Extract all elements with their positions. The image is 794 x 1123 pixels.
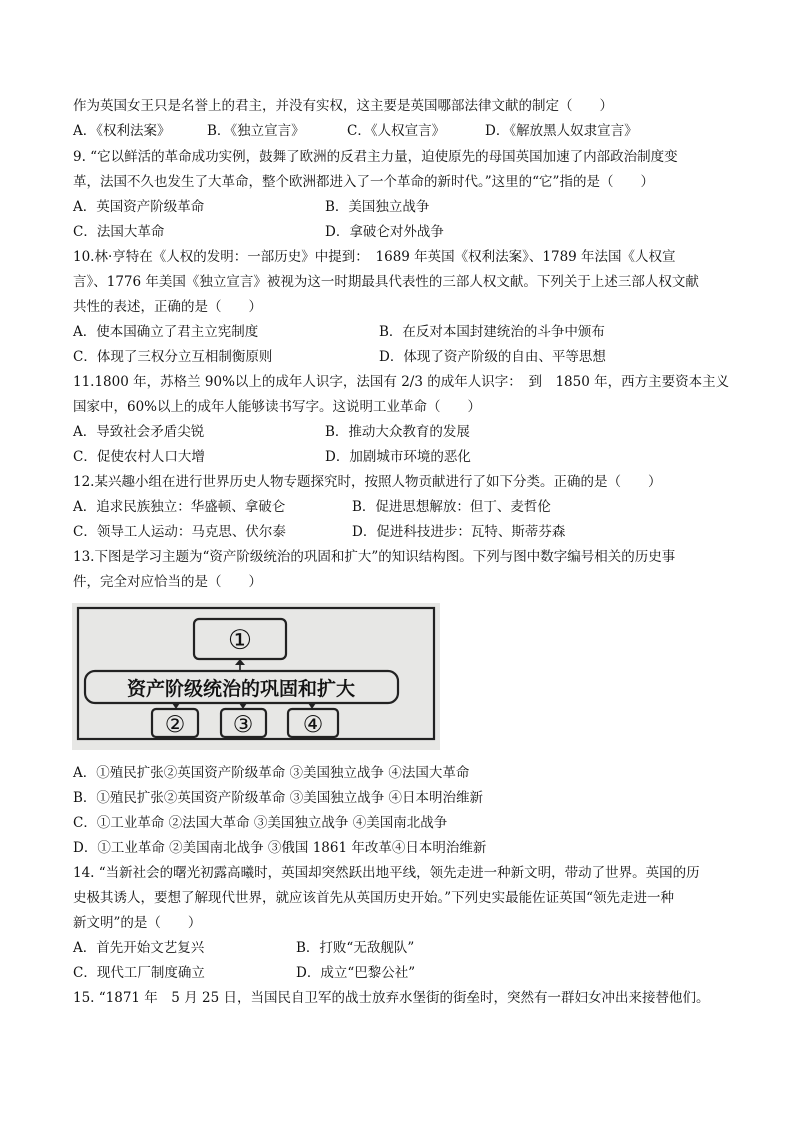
diagram-top-label: ①: [227, 625, 253, 656]
q12-option-d: D．促进科技进步：瓦特、斯蒂芬森: [352, 524, 566, 540]
q14-stem-line1: 14. “当新社会的曙光初露高曦时，英国却突然跃出地平线，领先走进一种新文明，带动了世界。英国的历: [73, 865, 700, 881]
q14-option-b: B．打败“无敌舰队”: [296, 940, 415, 956]
q9-option-a: A．英国资产阶级革命: [73, 199, 205, 215]
diagram-bottom-label-4: ④: [302, 712, 324, 738]
q14-stem-line2: 史极其诱人，要想了解现代世界，就应该首先从英国历史开始。”下列史实最能佐证英国“领先走进一种: [73, 890, 675, 906]
diagram-bottom-label-3: ③: [232, 712, 254, 738]
q13-stem-line2: 件，完全对应恰当的是（ ）: [73, 574, 262, 590]
q9-stem-line1: 9. “它以鲜活的革命成功实例，鼓舞了欧洲的反君主力量，迫使原先的母国英国加速了内部政治制度变: [73, 149, 678, 165]
q9-option-d: D．拿破仑对外战争: [325, 224, 444, 240]
q12-stem-line1: 12.某兴趣小组在进行世界历史人物专题探究时，按照人物贡献进行了如下分类。正确的是（ ）: [73, 474, 662, 490]
q11-option-b: B．推动大众教育的发展: [325, 424, 470, 440]
q14-option-c: C．现代工厂制度确立: [73, 965, 205, 981]
q8-option-b: B．《独立宣言》: [207, 123, 305, 139]
knowledge-structure-diagram: [72, 603, 440, 750]
q13-stem-line1: 13.下图是学习主题为“资产阶级统治的巩固和扩大”的知识结构图。下列与图中数字编号相关的历史事: [73, 549, 676, 565]
q9-option-b: B．美国独立战争: [325, 199, 430, 215]
q11-stem-line1: 11.1800 年，苏格兰 90%以上的成年人识字，法国有 2/3 的成年人识字： 到 1850 年，西方主要资本主义: [73, 374, 730, 390]
q14-option-a: A．首先开始文艺复兴: [73, 940, 205, 956]
q15-stem-line1: 15. “1871 年 5 月 25 日，当国民自卫军的战士放弃水堡街的街垒时，突然有一群妇女冲出来接替他们。: [73, 990, 710, 1006]
q8-option-d: D．《解放黑人奴隶宣言》: [485, 123, 638, 139]
q8-option-a: A．《权利法案》: [73, 123, 171, 139]
q12-option-b: B．促进思想解放：但丁、麦哲伦: [352, 499, 551, 515]
q8-stem-line1: 作为英国女王只是名誉上的君主，并没有实权，这主要是英国哪部法律文献的制定（ ）: [73, 98, 613, 114]
diagram-bottom-label-2: ②: [164, 712, 186, 738]
q10-stem-line2: 言》、1776 年美国《独立宣言》被视为这一时期最具代表性的三部人权文献。下列关于上述三部人权文献: [73, 274, 699, 290]
q12-option-a: A．追求民族独立：华盛顿、拿破仑: [73, 499, 286, 515]
q10-stem-line1: 10.林·亨特在《人权的发明：一部历史》中提到： 1689 年英国《权利法案》、1789 年法国《人权宣: [73, 249, 676, 265]
diagram-frame: [78, 608, 434, 739]
q13-option-a: A．①殖民扩张②英国资产阶级革命 ③美国独立战争 ④法国大革命: [73, 765, 470, 781]
q9-option-c: C．法国大革命: [73, 224, 165, 240]
q10-option-b: B．在反对本国封建统治的斗争中颁布: [379, 324, 605, 340]
q11-option-d: D．加剧城市环境的恶化: [325, 449, 471, 465]
q13-option-c: C．①工业革命 ②法国大革命 ③美国独立战争 ④美国南北战争: [73, 815, 448, 831]
q13-option-d: D．①工业革命 ②美国南北战争 ③俄国 1861 年改革④日本明治维新: [73, 840, 487, 856]
q10-option-d: D．体现了资产阶级的自由、平等思想: [379, 349, 606, 365]
diagram-center-label: 资产阶级统治的巩固和扩大: [126, 678, 356, 700]
q9-stem-line2: 革，法国不久也发生了大革命，整个欧洲都进入了一个革命的新时代。”这里的“它”指的是（ ）: [73, 174, 654, 190]
q12-option-c: C．领导工人运动：马克思、伏尔泰: [73, 524, 286, 540]
q10-stem-line3: 共性的表述，正确的是（ ）: [73, 299, 262, 315]
q11-stem-line2: 国家中，60%以上的成年人能够读书写字。这说明工业革命（ ）: [73, 399, 482, 415]
q8-option-c: C．《人权宣言》: [347, 123, 446, 139]
q14-stem-line3: 新文明”的是（ ）: [73, 915, 202, 931]
q13-option-b: B．①殖民扩张②英国资产阶级革命 ③美国独立战争 ④日本明治维新: [73, 790, 484, 806]
q10-option-c: C．体现了三权分立互相制衡原则: [73, 349, 273, 365]
q11-option-c: C．促使农村人口大增: [73, 449, 205, 465]
q14-option-d: D．成立“巴黎公社”: [296, 965, 416, 981]
q11-option-a: A．导致社会矛盾尖锐: [73, 424, 205, 440]
q10-option-a: A．使本国确立了君主立宪制度: [73, 324, 259, 340]
